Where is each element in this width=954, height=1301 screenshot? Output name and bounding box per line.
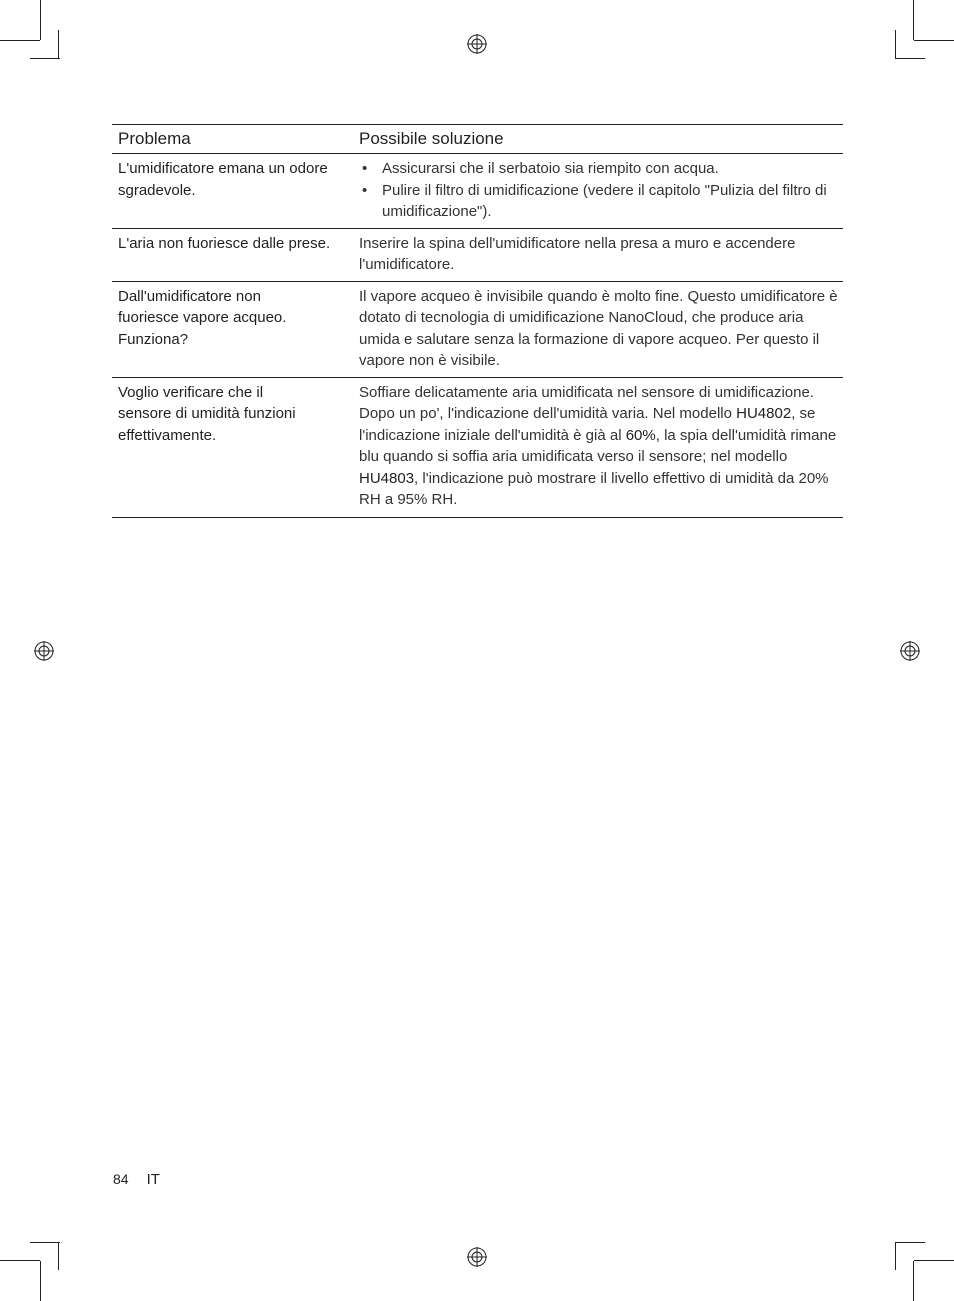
solution-cell (349, 382, 843, 511)
registration-mark-icon (467, 1247, 487, 1267)
model-name: HU4802 (736, 405, 792, 422)
table-row (112, 282, 843, 378)
solution-header: Possibile soluzione (359, 129, 504, 148)
crop-mark (913, 1261, 914, 1301)
crop-mark (914, 1260, 954, 1261)
crop-mark (30, 58, 60, 59)
crop-mark (895, 30, 896, 58)
problem-header: Problema (118, 129, 191, 148)
table-row (112, 154, 843, 229)
model-name: HU4803 (359, 469, 415, 487)
solution-cell: Il vapore acqueo è invisibile quando è molto fine. Questo umidificatore è dotato di tecnologia di umidificazione NanoCloud, che produce aria umida e salutare senza la formazione di vapore acqueo. Per questo il vapore non è visibile. (359, 287, 838, 369)
crop-mark (30, 1242, 60, 1243)
bullet-item: • Pulire il filtro di umidificazione (vedere il capitolo "Pulizia del filtro di umidificazione"). (359, 180, 843, 223)
crop-mark (895, 58, 925, 59)
solution-bullet-list (359, 158, 843, 223)
registration-mark-icon (900, 641, 920, 661)
bullet-item: • Assicurarsi che il serbatoio sia riempito con acqua. (359, 158, 843, 180)
problem-cell: L'aria non fuoriesce dalle prese. (118, 234, 331, 252)
registration-mark-icon (34, 641, 54, 661)
solution-text: Soffiare delicatamente aria umidificata nel sensore di umidificazione. Dopo un po', l'indicazione dell'umidità varia. Nel modello (359, 383, 814, 422)
table-row (112, 229, 843, 282)
crop-mark (40, 0, 41, 40)
problem-cell: Dall'umidificatore non fuoriesce vapore acqueo. Funziona? (118, 287, 287, 348)
language-code: IT (146, 1171, 160, 1188)
troubleshooting-table (112, 124, 843, 518)
crop-mark (913, 0, 914, 40)
problem-cell: L'umidificatore emana un odore sgradevole. (118, 160, 328, 199)
crop-mark (58, 30, 59, 58)
crop-mark (895, 1242, 896, 1270)
crop-mark (40, 1261, 41, 1301)
table-header (112, 125, 843, 154)
page-footer (113, 1171, 160, 1188)
humidity-value: 60% (625, 426, 656, 444)
crop-mark (0, 40, 40, 41)
solution-text: , l'indicazione può mostrare il livello effettivo di umidità da 20% RH a 95% RH. (359, 469, 829, 508)
problem-cell: Voglio verificare che il sensore di umidità funzioni effettivamente. (118, 383, 296, 444)
solution-text: , se l'indicazione iniziale dell'umidità è già al (359, 405, 816, 444)
crop-mark (895, 1242, 925, 1243)
solution-cell: Inserire la spina dell'umidificatore nella presa a muro e accendere l'umidificatore. (359, 234, 796, 273)
crop-mark (58, 1242, 59, 1270)
page-number: 84 (113, 1171, 129, 1187)
table-row (112, 378, 843, 518)
crop-mark (0, 1260, 40, 1261)
registration-mark-icon (467, 34, 487, 54)
solution-text: , la spia dell'umidità rimane blu quando si soffia aria umidificata verso il sensore; nel modello (359, 426, 837, 465)
crop-mark (914, 40, 954, 41)
solution-cell (349, 158, 843, 223)
